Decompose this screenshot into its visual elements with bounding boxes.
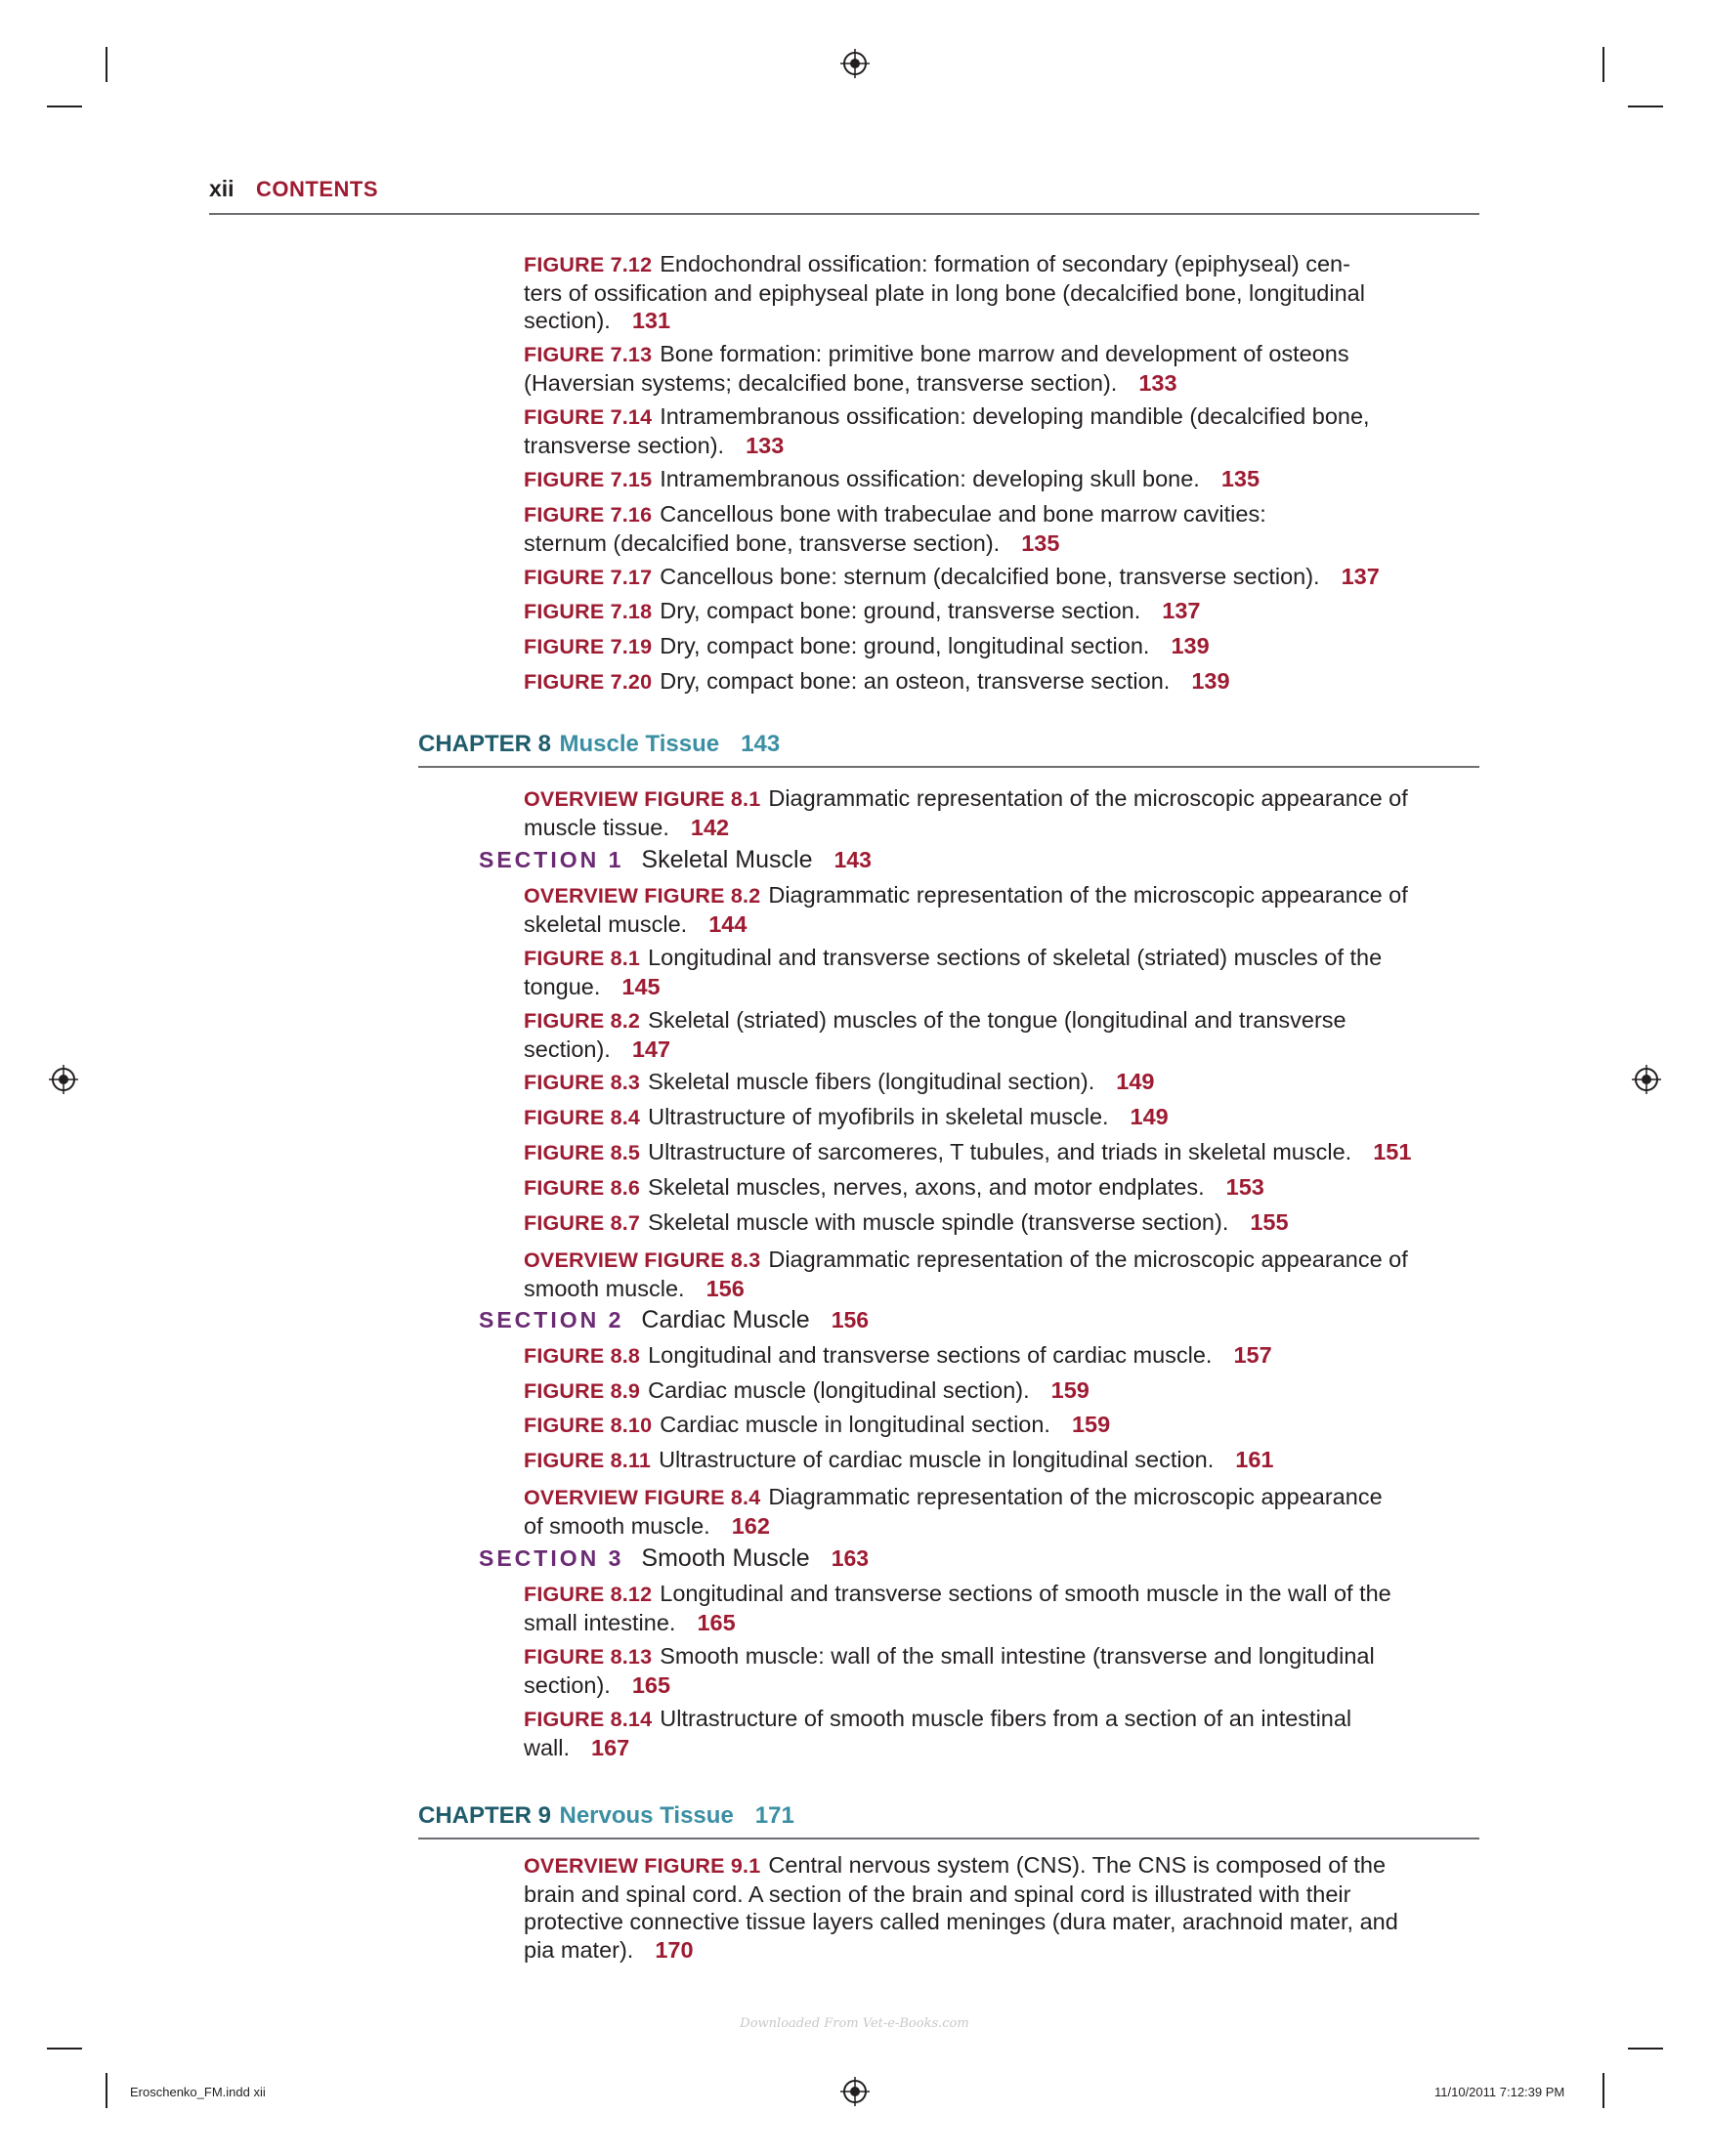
entry-text: Dry, compact bone: ground, longitudinal section. — [660, 633, 1150, 658]
figure-label: OVERVIEW FIGURE 8.1 — [524, 787, 761, 811]
toc-entry[interactable] — [524, 1376, 1472, 1406]
toc-entry[interactable] — [524, 1642, 1472, 1699]
section-title: Cardiac Muscle — [641, 1306, 810, 1333]
entry-text: section). — [524, 1671, 611, 1698]
entry-text: Cardiac muscle in longitudinal section. — [660, 1412, 1050, 1437]
page-number: 147 — [631, 1036, 671, 1062]
page-number: 133 — [1138, 369, 1177, 396]
entry-text: of smooth muscle. — [524, 1512, 710, 1539]
page-number: 144 — [708, 910, 748, 937]
slug-file-info: Eroschenko_FM.indd xii — [130, 2085, 266, 2099]
page-number: 131 — [631, 308, 671, 333]
registration-mark-icon — [49, 1065, 78, 1094]
entry-text: Bone formation: primitive bone marrow and development of osteons — [660, 341, 1349, 366]
page-number: 165 — [631, 1671, 671, 1698]
entry-text: Longitudinal and transverse sections of cardiac muscle. — [648, 1342, 1213, 1368]
page-number: 161 — [1235, 1447, 1274, 1472]
chapter-label: CHAPTER 8 — [418, 731, 552, 757]
toc-entry[interactable] — [524, 1446, 1472, 1475]
entry-text: muscle tissue. — [524, 814, 669, 840]
entry-text: Endochondral ossification: formation of secondary (epiphyseal) cen- — [660, 251, 1350, 276]
page-number: 159 — [1050, 1377, 1089, 1403]
section-label: SECTION 1 — [479, 847, 624, 872]
entry-text: Diagrammatic representation of the microscopic appearance — [768, 1484, 1383, 1509]
entry-text: Cardiac muscle (longitudinal section). — [648, 1377, 1030, 1403]
entry-text: ters of ossification and epiphyseal plate in long bone (decalcified bone, longitudinal — [524, 279, 1365, 306]
entry-text: Skeletal muscle with muscle spindle (transverse section). — [648, 1209, 1229, 1235]
page-number: 165 — [697, 1609, 736, 1635]
toc-entry[interactable] — [524, 1068, 1472, 1097]
toc-entry[interactable] — [524, 1580, 1472, 1636]
figure-label: OVERVIEW FIGURE 8.2 — [524, 884, 761, 908]
page-number: 137 — [1162, 598, 1201, 623]
figure-label: FIGURE 8.10 — [524, 1414, 653, 1437]
toc-entry[interactable] — [524, 563, 1472, 592]
entry-text: Skeletal muscle fibers (longitudinal section). — [648, 1069, 1095, 1094]
entry-text: Smooth muscle: wall of the small intestine (transverse and longitudinal — [660, 1643, 1375, 1669]
toc-entry[interactable] — [524, 632, 1472, 661]
page-number: 145 — [621, 973, 661, 999]
page-number: 135 — [1021, 529, 1060, 556]
chapter-label: CHAPTER 9 — [418, 1802, 552, 1829]
toc-entry[interactable] — [524, 1411, 1472, 1440]
trim-mark — [1628, 106, 1663, 107]
entry-text: (Haversian systems; decalcified bone, transverse section). — [524, 369, 1118, 396]
figure-label: FIGURE 8.1 — [524, 947, 641, 970]
page-number: 139 — [1191, 668, 1230, 694]
entry-text: Longitudinal and transverse sections of skeletal (striated) muscles of the — [648, 945, 1383, 970]
toc-entry[interactable] — [524, 1006, 1472, 1063]
toc-entry[interactable] — [524, 500, 1472, 557]
entry-text: small intestine. — [524, 1609, 676, 1635]
trim-mark — [1628, 2048, 1663, 2050]
toc-entry[interactable] — [524, 597, 1472, 626]
entry-text: Intramembranous ossification: developing mandible (decalcified bone, — [660, 403, 1370, 429]
figure-label: FIGURE 7.14 — [524, 405, 653, 429]
entry-text: sternum (decalcified bone, transverse section). — [524, 529, 1001, 556]
page-number: 163 — [831, 1545, 870, 1571]
page-number: 170 — [655, 1936, 694, 1963]
toc-entry[interactable] — [524, 465, 1472, 494]
trim-mark — [106, 47, 107, 82]
entry-text: Diagrammatic representation of the microscopic appearance of — [768, 1247, 1408, 1272]
registration-mark-icon — [840, 49, 870, 78]
entry-text: Ultrastructure of sarcomeres, T tubules, and triads in skeletal muscle. — [648, 1139, 1352, 1164]
registration-mark-icon — [1632, 1065, 1661, 1094]
entry-text: Central nervous system (CNS). The CNS is composed of the — [768, 1852, 1387, 1878]
running-head-title: CONTENTS — [256, 177, 378, 201]
page-number: 153 — [1225, 1174, 1264, 1200]
page-number: 171 — [754, 1802, 794, 1829]
entry-text: smooth muscle. — [524, 1275, 685, 1301]
trim-mark — [47, 106, 82, 107]
figure-label: FIGURE 8.11 — [524, 1449, 652, 1472]
toc-entry[interactable] — [524, 402, 1472, 459]
chapter-title: Nervous Tissue — [559, 1802, 734, 1829]
page-number: 155 — [1250, 1209, 1289, 1235]
entry-text: Diagrammatic representation of the microscopic appearance of — [768, 882, 1408, 908]
page-number: 142 — [690, 814, 730, 840]
figure-label: FIGURE 8.6 — [524, 1176, 641, 1200]
entry-text: Ultrastructure of smooth muscle fibers from a section of an intestinal — [660, 1706, 1352, 1731]
toc-entry[interactable] — [524, 1138, 1472, 1167]
page-number: 167 — [591, 1734, 630, 1760]
page-number: 159 — [1071, 1412, 1111, 1437]
entry-text: section). — [524, 308, 611, 333]
page-number: 156 — [705, 1275, 745, 1301]
entry-text: transverse section). — [524, 432, 725, 458]
entry-text: Skeletal muscles, nerves, axons, and motor endplates. — [648, 1174, 1205, 1200]
chapter-title: Muscle Tissue — [559, 731, 720, 757]
figure-label: OVERVIEW FIGURE 8.3 — [524, 1248, 761, 1272]
figure-label: FIGURE 8.14 — [524, 1708, 653, 1731]
section-title: Smooth Muscle — [641, 1544, 810, 1572]
entry-text: protective connective tissue layers called meninges (dura mater, arachnoid mater, and — [524, 1909, 1398, 1934]
figure-label: FIGURE 7.15 — [524, 468, 653, 491]
toc-entry[interactable] — [524, 250, 1472, 335]
watermark: Downloaded From Vet-e-Books.com — [740, 2016, 969, 2031]
toc-entry[interactable] — [524, 944, 1472, 1000]
entry-text: Intramembranous ossification: developing skull bone. — [660, 466, 1200, 491]
entry-text: Dry, compact bone: an osteon, transverse section. — [660, 668, 1171, 694]
chapter-heading[interactable] — [418, 731, 1479, 768]
toc-entry[interactable] — [524, 1208, 1472, 1238]
toc-entry[interactable] — [524, 1705, 1472, 1761]
page-number: 133 — [746, 432, 785, 458]
section-label: SECTION 3 — [479, 1545, 624, 1571]
figure-label: FIGURE 8.7 — [524, 1211, 641, 1235]
page-number: 151 — [1373, 1139, 1412, 1164]
figure-label: FIGURE 8.5 — [524, 1141, 641, 1164]
entry-text: Skeletal (striated) muscles of the tongue (longitudinal and transverse — [648, 1007, 1346, 1033]
entry-text: section). — [524, 1036, 611, 1062]
registration-mark-icon — [840, 2077, 870, 2106]
trim-mark — [47, 2048, 82, 2050]
figure-label: FIGURE 8.3 — [524, 1071, 641, 1094]
chapter-heading[interactable] — [418, 1802, 1479, 1839]
entry-text: Diagrammatic representation of the microscopic appearance of — [768, 785, 1408, 811]
section-heading[interactable] — [479, 1305, 869, 1334]
page-number: 137 — [1341, 564, 1380, 589]
figure-label: FIGURE 8.2 — [524, 1009, 641, 1033]
toc-entry[interactable] — [524, 1483, 1472, 1540]
slug-timestamp: 11/10/2011 7:12:39 PM — [1434, 2085, 1565, 2099]
trim-mark — [1602, 2073, 1604, 2108]
figure-label: FIGURE 7.12 — [524, 253, 653, 276]
entry-text: Ultrastructure of cardiac muscle in longitudinal section. — [659, 1447, 1215, 1472]
entry-text: skeletal muscle. — [524, 910, 688, 937]
toc-entry[interactable] — [524, 784, 1472, 841]
page-number: 162 — [731, 1512, 770, 1539]
figure-label: FIGURE 7.20 — [524, 670, 653, 694]
figure-label: FIGURE 7.19 — [524, 635, 653, 658]
entry-text: Cancellous bone: sternum (decalcified bone, transverse section). — [660, 564, 1320, 589]
section-heading[interactable] — [479, 1543, 869, 1573]
toc-entry[interactable] — [524, 1103, 1472, 1132]
toc-entry[interactable] — [524, 881, 1472, 938]
page-folio: xii — [209, 176, 235, 201]
toc-entry[interactable] — [524, 1341, 1472, 1371]
page-number: 149 — [1130, 1104, 1169, 1129]
figure-label: FIGURE 7.16 — [524, 503, 653, 527]
toc-entry[interactable] — [524, 1246, 1472, 1302]
figure-label: FIGURE 8.9 — [524, 1379, 641, 1403]
entry-text: Dry, compact bone: ground, transverse section. — [660, 598, 1141, 623]
figure-label: FIGURE 7.17 — [524, 566, 653, 589]
entry-text: brain and spinal cord. A section of the brain and spinal cord is illustrated with their — [524, 1881, 1351, 1907]
entry-text: Cancellous bone with trabeculae and bone marrow cavities: — [660, 501, 1266, 527]
toc-entry[interactable] — [524, 667, 1472, 697]
page-number: 156 — [831, 1307, 870, 1332]
section-heading[interactable] — [479, 845, 872, 874]
figure-label: OVERVIEW FIGURE 8.4 — [524, 1486, 761, 1509]
entry-text: wall. — [524, 1734, 571, 1760]
figure-label: FIGURE 8.8 — [524, 1344, 641, 1368]
trim-mark — [106, 2073, 107, 2108]
running-head — [209, 176, 1479, 215]
page-number: 143 — [833, 847, 872, 872]
page-number: 143 — [741, 731, 781, 757]
toc-entry[interactable] — [524, 1173, 1472, 1203]
figure-label: FIGURE 8.12 — [524, 1583, 653, 1606]
figure-label: FIGURE 8.13 — [524, 1645, 653, 1669]
page-number: 149 — [1116, 1069, 1155, 1094]
toc-entry[interactable] — [524, 1851, 1472, 1964]
figure-label: FIGURE 8.4 — [524, 1106, 641, 1129]
entry-text: Longitudinal and transverse sections of smooth muscle in the wall of the — [660, 1581, 1391, 1606]
entry-text: pia mater). — [524, 1936, 634, 1963]
page-number: 139 — [1171, 633, 1210, 658]
page-number: 157 — [1233, 1342, 1272, 1368]
section-title: Skeletal Muscle — [641, 846, 813, 873]
figure-label: FIGURE 7.18 — [524, 600, 653, 623]
page-number: 135 — [1220, 466, 1260, 491]
entry-text: tongue. — [524, 973, 601, 999]
toc-entry[interactable] — [524, 340, 1472, 397]
figure-label: OVERVIEW FIGURE 9.1 — [524, 1854, 761, 1878]
section-label: SECTION 2 — [479, 1307, 624, 1332]
trim-mark — [1602, 47, 1604, 82]
figure-label: FIGURE 7.13 — [524, 343, 653, 366]
entry-text: Ultrastructure of myofibrils in skeletal muscle. — [648, 1104, 1109, 1129]
